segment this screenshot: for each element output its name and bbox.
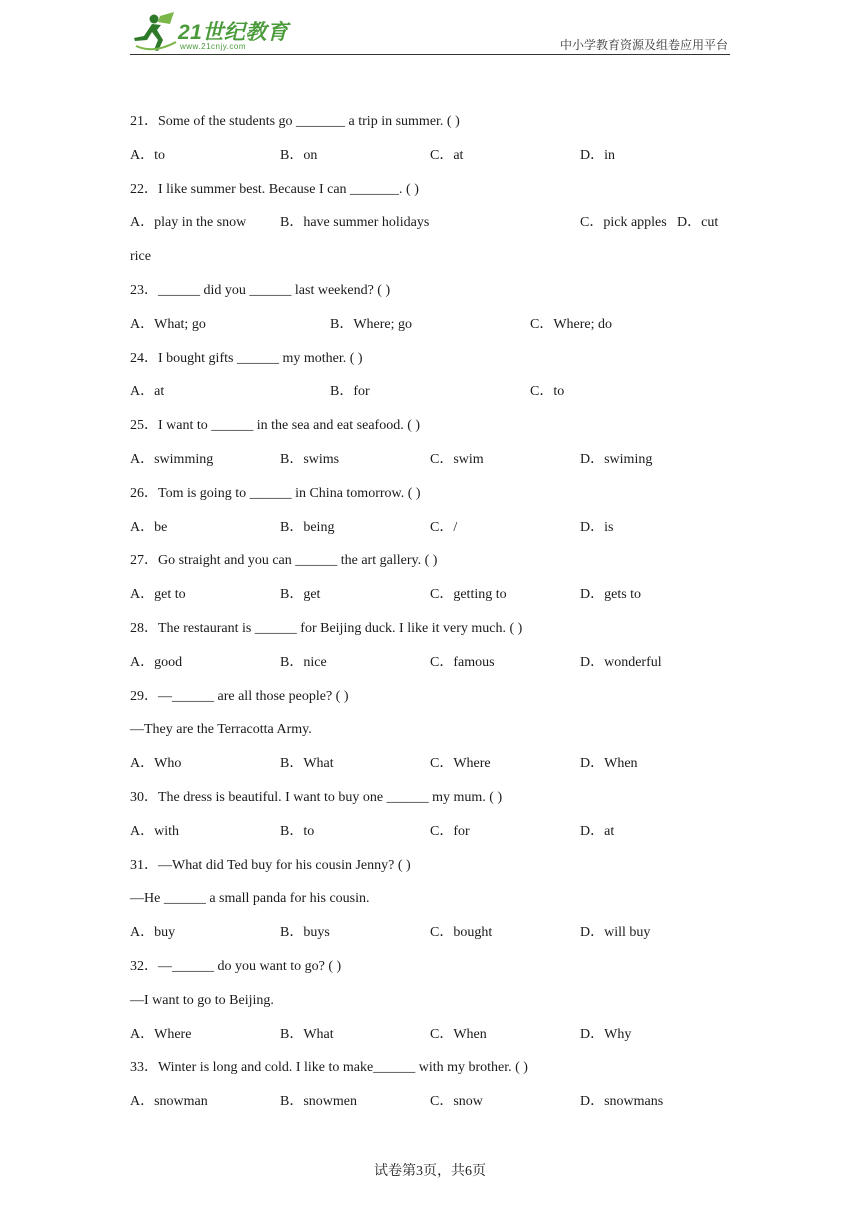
options-row xyxy=(130,139,730,173)
option-a: A．get to xyxy=(130,587,186,603)
option-d: D．will buy xyxy=(580,925,651,941)
question-stem: 29．—______ are all those people? ( ) xyxy=(130,688,349,704)
header-divider xyxy=(130,54,730,55)
option-c: C．getting to xyxy=(430,587,507,603)
page-footer: 试卷第3页，共6页 xyxy=(374,1164,486,1179)
options-row xyxy=(130,578,730,612)
question-dialogue: —I want to go to Beijing. xyxy=(130,992,274,1008)
option-c: C．When xyxy=(430,1026,487,1042)
option-a: A．be xyxy=(130,519,168,535)
option-b: B．get xyxy=(280,587,321,603)
question-stem: 33．Winter is long and cold. I like to make______ with my brother. ( ) xyxy=(130,1060,528,1076)
option-b: B．being xyxy=(280,519,335,535)
option-b: B．nice xyxy=(280,654,327,670)
option-a: A．Who xyxy=(130,756,182,772)
runner-logo-icon xyxy=(130,10,178,54)
option-a: A．good xyxy=(130,654,183,670)
question-stem: 32．—______ do you want to go? ( ) xyxy=(130,958,342,974)
option-d: D．When xyxy=(580,756,638,772)
option-a: A．swimming xyxy=(130,451,214,467)
platform-title: 中小学教育资源及组卷应用平台 xyxy=(559,38,728,52)
option-c: C．to xyxy=(530,384,565,400)
option-d: D．snowmans xyxy=(580,1094,664,1110)
option-b: B．on xyxy=(280,147,318,163)
page-header xyxy=(130,8,730,56)
options-row xyxy=(130,646,730,680)
option-c: C．at xyxy=(430,147,464,163)
options-row xyxy=(130,443,730,477)
options-row xyxy=(130,206,730,240)
option-c: C．Where; do xyxy=(530,316,613,332)
option-a: A．snowman xyxy=(130,1094,208,1110)
question-stem: 31．—What did Ted buy for his cousin Jenny? ( ) xyxy=(130,857,411,873)
option-a: A．at xyxy=(130,384,165,400)
option-b: B．What xyxy=(280,1026,334,1042)
option-d: D．is xyxy=(580,519,614,535)
options-row xyxy=(130,375,730,409)
option-c: C．famous xyxy=(430,654,495,670)
option-c: C．for xyxy=(430,823,470,839)
option-b: B．have summer holidays xyxy=(280,215,430,231)
question-stem: 23．______ did you ______ last weekend? ( ) xyxy=(130,282,391,298)
option-d: D．cut xyxy=(677,215,719,231)
option-a: A．What; go xyxy=(130,316,206,332)
question-stem: 22．I like summer best. Because I can _______. ( ) xyxy=(130,181,419,197)
question-dialogue: —He ______ a small panda for his cousin. xyxy=(130,891,370,907)
option-d: D．at xyxy=(580,823,615,839)
option-b: B．What xyxy=(280,756,334,772)
question-stem: 27．Go straight and you can ______ the art gallery. ( ) xyxy=(130,553,438,569)
option-d: D．swiming xyxy=(580,451,653,467)
option-c: C．bought xyxy=(430,925,493,941)
option-c: C．pick apples xyxy=(580,215,667,231)
option-d: D．Why xyxy=(580,1026,632,1042)
logo xyxy=(130,10,310,54)
option-d: D．in xyxy=(580,147,615,163)
option-a: A．play in the snow xyxy=(130,215,247,231)
option-b: B．swims xyxy=(280,451,340,467)
option-c: C．snow xyxy=(430,1094,483,1110)
question-stem: 25．I want to ______ in the sea and eat seafood. ( ) xyxy=(130,418,421,434)
options-row xyxy=(130,815,730,849)
question-stem: 30．The dress is beautiful. I want to buy one ______ my mum. ( ) xyxy=(130,789,503,805)
option-d: D．wonderful xyxy=(580,654,662,670)
question-stem: 21．Some of the students go _______ a trip in summer. ( ) xyxy=(130,114,460,129)
options-row xyxy=(130,1085,730,1119)
option-a: A．to xyxy=(130,147,165,163)
option-b: B．snowmen xyxy=(280,1094,357,1110)
question-stem: 24．I bought gifts ______ my mother. ( ) xyxy=(130,350,363,366)
option-b: B．to xyxy=(280,823,315,839)
option-b: B．for xyxy=(330,384,370,400)
options-row xyxy=(130,916,730,950)
question-stem: 26．Tom is going to ______ in China tomorrow. ( ) xyxy=(130,485,421,501)
options-row xyxy=(130,308,730,342)
option-a: A．buy xyxy=(130,925,176,941)
option-b: B．buys xyxy=(280,925,330,941)
question-dialogue: —They are the Terracotta Army. xyxy=(130,722,312,738)
options-row xyxy=(130,747,730,781)
option-d: D．gets to xyxy=(580,587,642,603)
option-wrap-text: rice xyxy=(130,249,151,265)
options-row xyxy=(130,1018,730,1052)
option-a: A．with xyxy=(130,823,179,839)
logo-url: www.21cnjy.com xyxy=(180,42,246,51)
question-list xyxy=(130,105,730,1119)
option-c: C．Where xyxy=(430,756,491,772)
option-c: C．swim xyxy=(430,451,484,467)
option-b: B．Where; go xyxy=(330,316,413,332)
option-a: A．Where xyxy=(130,1026,192,1042)
logo-text: 21世纪教育 xyxy=(178,21,289,44)
option-c: C．/ xyxy=(430,519,458,535)
question-stem: 28．The restaurant is ______ for Beijing duck. I like it very much. ( ) xyxy=(130,620,523,636)
options-row xyxy=(130,511,730,545)
